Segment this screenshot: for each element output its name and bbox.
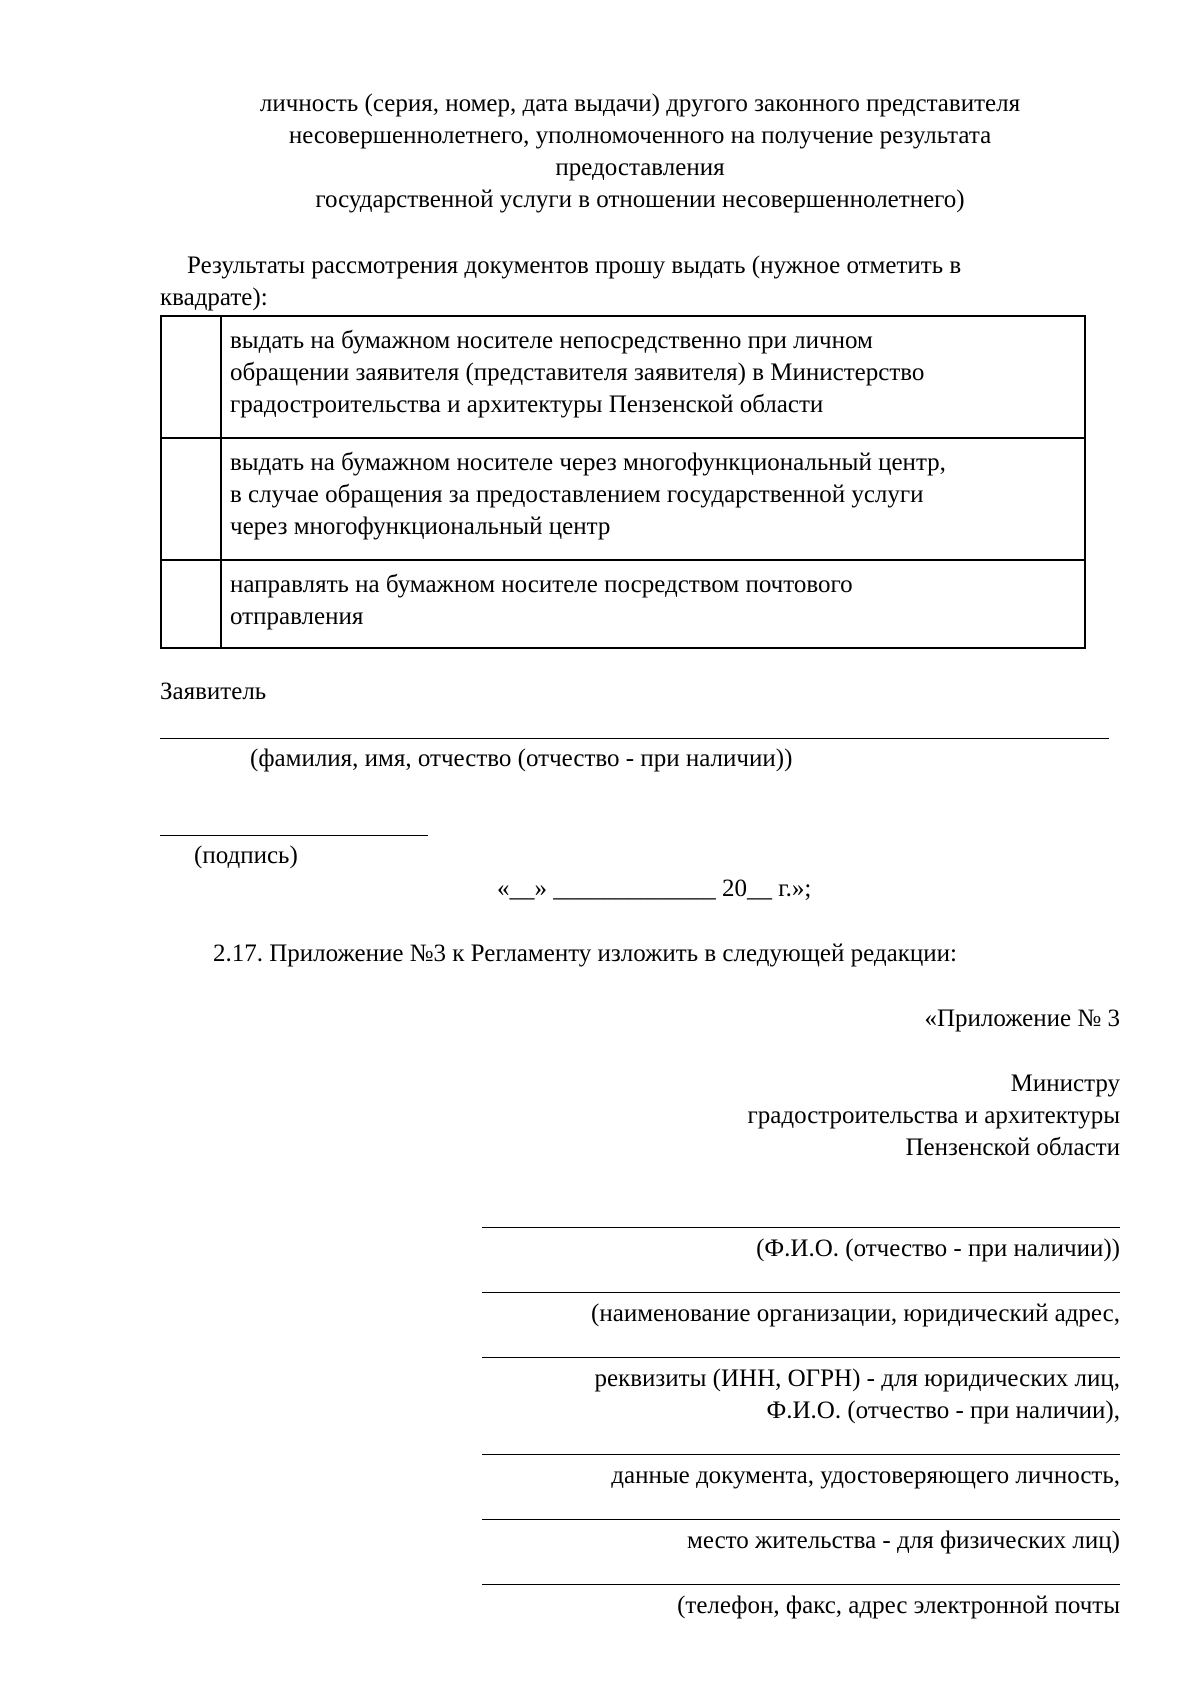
- identity-document-line[interactable]: [482, 1454, 1120, 1455]
- identity-document-caption: данные документа, удостоверяющего личность,: [611, 1462, 1120, 1489]
- contacts-caption: (телефон, факс, адрес электронной почты: [677, 1592, 1120, 1619]
- option-text: направлять на бумажном носителе посредством почтового отправления: [221, 560, 1085, 648]
- option-checkbox-paper-mfc[interactable]: [161, 438, 221, 560]
- addressee-line: градостроительства и архитектуры: [747, 1102, 1120, 1129]
- table-row: [161, 438, 1085, 560]
- addressee-line: Пензенской области: [905, 1134, 1120, 1161]
- requisites-line[interactable]: [482, 1357, 1120, 1358]
- signature-line[interactable]: [160, 835, 428, 836]
- contacts-line[interactable]: [482, 1584, 1120, 1585]
- applicant-name-caption: (фамилия, имя, отчество (отчество - при наличии)): [250, 745, 793, 772]
- requisites-caption: реквизиты (ИНН, ОГРН) - для юридических лиц, Ф.И.О. (отчество - при наличии),: [594, 1365, 1120, 1424]
- option-checkbox-paper-in-person[interactable]: [161, 316, 221, 438]
- addressee-block: [748, 1068, 1120, 1164]
- fio-line[interactable]: [482, 1227, 1120, 1228]
- addressee-line: Министру: [1010, 1070, 1120, 1097]
- results-request-paragraph: [160, 250, 1120, 314]
- option-text: выдать на бумажном носителе через многофункциональный центр, в случае обращения за предоставлением государственной услуги через многофункциональный центр: [221, 438, 1085, 560]
- appendix-title: «Приложение № 3: [924, 1005, 1120, 1032]
- option-text: выдать на бумажном носителе непосредственно при личном обращении заявителя (представителя заявителя) в Министерство градостроительства и архитектуры Пензенской области: [221, 316, 1085, 438]
- top-text-line: предоставления: [555, 154, 725, 181]
- option-checkbox-paper-mail[interactable]: [161, 560, 221, 648]
- residence-line[interactable]: [482, 1519, 1120, 1520]
- table-row: [161, 560, 1085, 648]
- residence-caption: место жительства - для физических лиц): [687, 1527, 1120, 1554]
- top-text-line: государственной услуги в отношении несовершеннолетнего): [315, 186, 965, 213]
- date-line: «__» _____________ 20__ г.»;: [497, 875, 812, 902]
- signature-caption: (подпись): [194, 842, 298, 869]
- results-request-line: квадрате):: [160, 284, 268, 311]
- table-row: [161, 316, 1085, 438]
- organization-line[interactable]: [482, 1292, 1120, 1293]
- organization-caption: (наименование организации, юридический адрес,: [591, 1300, 1120, 1327]
- applicant-label: Заявитель: [160, 678, 267, 705]
- delivery-options-table: [160, 315, 1086, 649]
- applicant-name-line[interactable]: [160, 738, 1109, 739]
- results-request-line: Результаты рассмотрения документов прошу выдать (нужное отметить в: [187, 252, 962, 279]
- fio-caption: (Ф.И.О. (отчество - при наличии)): [756, 1235, 1120, 1262]
- top-text-line: личность (серия, номер, дата выдачи) другого законного представителя: [259, 90, 1021, 117]
- amendment-paragraph: 2.17. Приложение №3 к Регламенту изложить в следующей редакции:: [213, 940, 957, 967]
- top-continuation-text: [160, 88, 1120, 216]
- top-text-line: несовершеннолетнего, уполномоченного на получение результата: [288, 122, 992, 149]
